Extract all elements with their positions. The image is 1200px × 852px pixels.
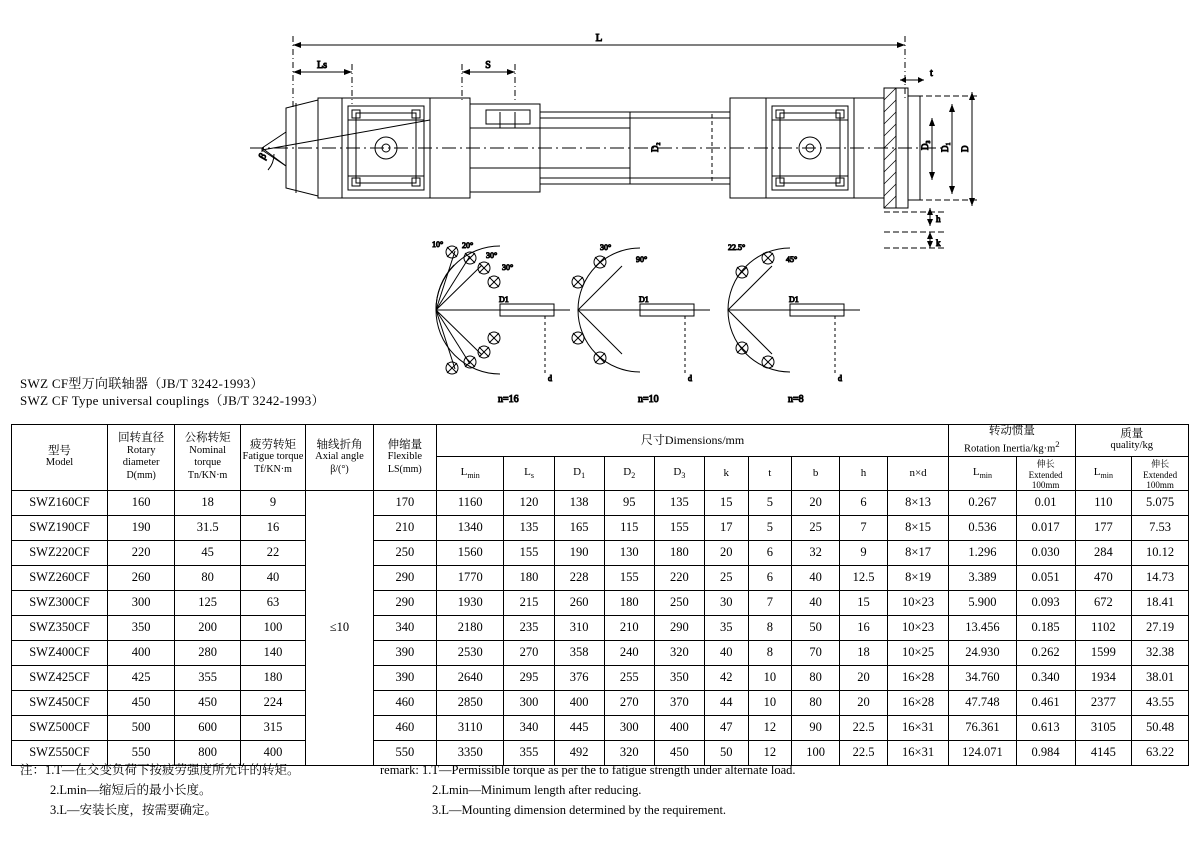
cell-nxd: 16×31 — [888, 715, 949, 740]
cell-inertia-min: 0.536 — [949, 515, 1017, 540]
cell-d: 450 — [107, 690, 175, 715]
table-row — [12, 640, 1189, 665]
svg-text:30°: 30° — [502, 263, 514, 272]
product-title-cn: SWZ CF型万向联轴器（JB/T 3242-1993） — [20, 376, 264, 391]
cell-k: 42 — [704, 665, 748, 690]
cell-d3: 180 — [654, 540, 704, 565]
cell-inertia-ext: 0.01 — [1016, 490, 1075, 515]
cell-h: 9 — [840, 540, 888, 565]
col-header-quality: 质量 quality/kg — [1075, 425, 1188, 457]
cell-model: SWZ220CF — [12, 540, 108, 565]
cell-d2: 300 — [604, 715, 654, 740]
svg-text:n=8: n=8 — [788, 394, 804, 405]
technical-drawing — [0, 0, 1200, 415]
cell-ls: 135 — [504, 515, 554, 540]
svg-text:d: d — [838, 374, 842, 383]
col-header-nxd: n×d — [888, 456, 949, 490]
notes-en — [380, 760, 796, 820]
cell-lmin: 3110 — [436, 715, 504, 740]
cell-nxd: 16×31 — [888, 740, 949, 765]
cell-mass-min: 4145 — [1075, 740, 1132, 765]
cell-inertia-min: 24.930 — [949, 640, 1017, 665]
cell-lmin: 2850 — [436, 690, 504, 715]
cell-t: 5 — [748, 515, 792, 540]
spec-table-body — [12, 490, 1189, 765]
cell-ls: 355 — [504, 740, 554, 765]
cell-b: 20 — [792, 490, 840, 515]
cell-mass-ext: 5.075 — [1132, 490, 1189, 515]
cell-tf: 224 — [240, 690, 305, 715]
cell-mass-ext: 43.55 — [1132, 690, 1189, 715]
cell-tn: 450 — [175, 690, 240, 715]
cell-h: 15 — [840, 590, 888, 615]
cell-d3: 450 — [654, 740, 704, 765]
cell-nxd: 10×23 — [888, 615, 949, 640]
col-header-d1: $D_1$ — [554, 456, 604, 490]
svg-text:10°: 10° — [432, 240, 444, 249]
cell-d: 550 — [107, 740, 175, 765]
cell-d2: 255 — [604, 665, 654, 690]
cell-d2: 115 — [604, 515, 654, 540]
cell-d: 190 — [107, 515, 175, 540]
cell-tn: 125 — [175, 590, 240, 615]
cell-nxd: 10×25 — [888, 640, 949, 665]
cell-mass-ext: 50.48 — [1132, 715, 1189, 740]
cell-d: 300 — [107, 590, 175, 615]
cell-tn: 200 — [175, 615, 240, 640]
cell-mass-ext: 27.19 — [1132, 615, 1189, 640]
cell-tn: 18 — [175, 490, 240, 515]
col-header-rotary-diameter: 回转直径 Rotary diameter D(mm) — [107, 425, 175, 491]
svg-text:90°: 90° — [636, 255, 648, 264]
col-header-b: b — [792, 456, 840, 490]
cell-inertia-ext: 0.093 — [1016, 590, 1075, 615]
cell-b: 40 — [792, 590, 840, 615]
col-header-mass-extended: 伸长 Extended 100mm — [1132, 456, 1189, 490]
cell-tf: 40 — [240, 565, 305, 590]
cell-t: 6 — [748, 565, 792, 590]
cell-b: 80 — [792, 690, 840, 715]
cell-tf: 140 — [240, 640, 305, 665]
cell-b: 80 — [792, 665, 840, 690]
cell-d1: 260 — [554, 590, 604, 615]
cell-ls: 155 — [504, 540, 554, 565]
svg-text:β: β — [257, 151, 270, 162]
cell-h: 16 — [840, 615, 888, 640]
svg-text:45°: 45° — [786, 255, 798, 264]
cell-ls-flex: 460 — [373, 715, 436, 740]
cell-d: 260 — [107, 565, 175, 590]
cell-b: 32 — [792, 540, 840, 565]
cell-t: 10 — [748, 665, 792, 690]
cell-ls: 300 — [504, 690, 554, 715]
col-header-flexible: 伸缩量 Flexible LS(mm) — [373, 425, 436, 491]
cell-model: SWZ260CF — [12, 565, 108, 590]
svg-text:D1: D1 — [499, 295, 509, 304]
note-cn-3: 3.L—安装长度，按需要确定。 — [50, 803, 218, 817]
cell-mass-min: 672 — [1075, 590, 1132, 615]
cell-lmin: 3350 — [436, 740, 504, 765]
cell-mass-min: 3105 — [1075, 715, 1132, 740]
cell-inertia-min: 0.267 — [949, 490, 1017, 515]
cell-inertia-ext: 0.017 — [1016, 515, 1075, 540]
cell-tf: 63 — [240, 590, 305, 615]
cell-inertia-ext: 0.030 — [1016, 540, 1075, 565]
col-header-d3: $D_3$ — [654, 456, 704, 490]
cell-ls-flex: 250 — [373, 540, 436, 565]
cell-ls-flex: 170 — [373, 490, 436, 515]
cell-k: 25 — [704, 565, 748, 590]
table-row — [12, 590, 1189, 615]
cell-ls-flex: 290 — [373, 590, 436, 615]
cell-tn: 355 — [175, 665, 240, 690]
cell-ls-flex: 340 — [373, 615, 436, 640]
cell-lmin: 1930 — [436, 590, 504, 615]
cell-t: 5 — [748, 490, 792, 515]
svg-text:S: S — [485, 60, 491, 71]
col-header-fatigue-torque: 疲劳转矩 Fatigue torque Tf/KN·m — [240, 425, 305, 491]
cell-d2: 210 — [604, 615, 654, 640]
cell-mass-ext: 14.73 — [1132, 565, 1189, 590]
cell-model: SWZ550CF — [12, 740, 108, 765]
cell-k: 40 — [704, 640, 748, 665]
cell-model: SWZ350CF — [12, 615, 108, 640]
table-row — [12, 715, 1189, 740]
cell-lmin: 2180 — [436, 615, 504, 640]
cell-inertia-min: 5.900 — [949, 590, 1017, 615]
col-header-nominal-torque: 公称转矩 Nominal torque Tn/KN·m — [175, 425, 240, 491]
cell-mass-min: 2377 — [1075, 690, 1132, 715]
cell-model: SWZ500CF — [12, 715, 108, 740]
cell-nxd: 8×15 — [888, 515, 949, 540]
svg-text:L: L — [595, 32, 603, 44]
cell-mass-ext: 18.41 — [1132, 590, 1189, 615]
cell-k: 50 — [704, 740, 748, 765]
table-row — [12, 665, 1189, 690]
cell-lmin: 1770 — [436, 565, 504, 590]
cell-d2: 180 — [604, 590, 654, 615]
spec-table — [11, 424, 1189, 766]
cell-ls-flex: 390 — [373, 665, 436, 690]
cell-d3: 135 — [654, 490, 704, 515]
cell-tn: 45 — [175, 540, 240, 565]
cell-inertia-ext: 0.984 — [1016, 740, 1075, 765]
cell-t: 10 — [748, 690, 792, 715]
cell-nxd: 10×23 — [888, 590, 949, 615]
cell-tn: 80 — [175, 565, 240, 590]
cell-model: SWZ190CF — [12, 515, 108, 540]
cell-inertia-min: 13.456 — [949, 615, 1017, 640]
cell-h: 18 — [840, 640, 888, 665]
cell-mass-min: 110 — [1075, 490, 1132, 515]
cell-ls-flex: 390 — [373, 640, 436, 665]
cell-b: 70 — [792, 640, 840, 665]
svg-text:22.5°: 22.5° — [728, 243, 746, 252]
cell-tf: 9 — [240, 490, 305, 515]
cell-mass-ext: 7.53 — [1132, 515, 1189, 540]
table-row — [12, 540, 1189, 565]
cell-inertia-ext: 0.262 — [1016, 640, 1075, 665]
cell-mass-min: 177 — [1075, 515, 1132, 540]
cell-k: 30 — [704, 590, 748, 615]
svg-text:d: d — [548, 374, 552, 383]
cell-ls-flex: 290 — [373, 565, 436, 590]
col-header-dimensions: 尺寸Dimensions/mm — [436, 425, 948, 457]
cell-tf: 22 — [240, 540, 305, 565]
svg-text:D₃: D₃ — [920, 140, 930, 150]
cell-d: 425 — [107, 665, 175, 690]
cell-mass-ext: 38.01 — [1132, 665, 1189, 690]
cell-d3: 290 — [654, 615, 704, 640]
note-en-2: 2.Lmin—Minimum length after reducing. — [432, 783, 642, 797]
cell-tf: 16 — [240, 515, 305, 540]
cell-axial-angle: ≤10 — [306, 490, 374, 765]
cell-d2: 95 — [604, 490, 654, 515]
cell-d2: 155 — [604, 565, 654, 590]
cell-d1: 228 — [554, 565, 604, 590]
svg-text:D₂: D₂ — [650, 142, 660, 152]
cell-tn: 800 — [175, 740, 240, 765]
cell-nxd: 8×19 — [888, 565, 949, 590]
col-header-h: h — [840, 456, 888, 490]
cell-b: 25 — [792, 515, 840, 540]
cell-d3: 220 — [654, 565, 704, 590]
cell-inertia-min: 124.071 — [949, 740, 1017, 765]
cell-k: 17 — [704, 515, 748, 540]
cell-b: 90 — [792, 715, 840, 740]
cell-inertia-ext: 0.340 — [1016, 665, 1075, 690]
note-en-1: remark: 1.T—Permissible torque as per the to fatigue strength under alternate load. — [380, 763, 796, 777]
cell-d2: 270 — [604, 690, 654, 715]
cell-tf: 180 — [240, 665, 305, 690]
cell-d: 400 — [107, 640, 175, 665]
col-header-inertia-lmin: $L_{min}$ — [949, 456, 1017, 490]
cell-k: 20 — [704, 540, 748, 565]
cell-d3: 350 — [654, 665, 704, 690]
svg-text:30°: 30° — [486, 251, 498, 260]
cell-d3: 250 — [654, 590, 704, 615]
cell-d1: 400 — [554, 690, 604, 715]
cell-h: 20 — [840, 690, 888, 715]
cell-tf: 400 — [240, 740, 305, 765]
cell-nxd: 16×28 — [888, 665, 949, 690]
cell-ls: 180 — [504, 565, 554, 590]
cell-b: 100 — [792, 740, 840, 765]
col-header-model: 型号 Model — [12, 425, 108, 491]
cell-d1: 445 — [554, 715, 604, 740]
svg-text:D1: D1 — [639, 295, 649, 304]
col-header-d2: $D_2$ — [604, 456, 654, 490]
cell-t: 12 — [748, 740, 792, 765]
cell-t: 8 — [748, 615, 792, 640]
cell-h: 7 — [840, 515, 888, 540]
cell-tn: 280 — [175, 640, 240, 665]
table-row — [12, 490, 1189, 515]
cell-mass-min: 1599 — [1075, 640, 1132, 665]
cell-k: 47 — [704, 715, 748, 740]
cell-h: 20 — [840, 665, 888, 690]
cell-d: 350 — [107, 615, 175, 640]
cell-h: 22.5 — [840, 715, 888, 740]
cell-nxd: 8×13 — [888, 490, 949, 515]
cell-nxd: 16×28 — [888, 690, 949, 715]
note-en-3: 3.L—Mounting dimension determined by the requirement. — [432, 803, 727, 817]
cell-ls: 120 — [504, 490, 554, 515]
cell-model: SWZ450CF — [12, 690, 108, 715]
cell-k: 44 — [704, 690, 748, 715]
cell-k: 35 — [704, 615, 748, 640]
cell-d1: 358 — [554, 640, 604, 665]
cell-d3: 320 — [654, 640, 704, 665]
table-row — [12, 690, 1189, 715]
cell-model: SWZ300CF — [12, 590, 108, 615]
notes-cn — [20, 760, 300, 820]
svg-text:n=10: n=10 — [638, 394, 659, 405]
svg-text:t: t — [930, 68, 933, 79]
cell-d2: 130 — [604, 540, 654, 565]
cell-d1: 492 — [554, 740, 604, 765]
cell-d: 160 — [107, 490, 175, 515]
cell-t: 8 — [748, 640, 792, 665]
cell-inertia-min: 76.361 — [949, 715, 1017, 740]
cell-model: SWZ400CF — [12, 640, 108, 665]
col-header-ls: $L_s$ — [504, 456, 554, 490]
col-header-axial-angle: 轴线折角 Axial angle β/(°) — [306, 425, 374, 491]
cell-d1: 376 — [554, 665, 604, 690]
cell-d2: 240 — [604, 640, 654, 665]
cell-h: 12.5 — [840, 565, 888, 590]
cell-inertia-min: 1.296 — [949, 540, 1017, 565]
cell-inertia-min: 34.760 — [949, 665, 1017, 690]
cell-nxd: 8×17 — [888, 540, 949, 565]
cell-mass-min: 1934 — [1075, 665, 1132, 690]
svg-text:h: h — [936, 214, 941, 224]
note-cn-2: 2.Lmin—缩短后的最小长度。 — [50, 783, 212, 797]
cell-d1: 165 — [554, 515, 604, 540]
cell-mass-min: 1102 — [1075, 615, 1132, 640]
cell-lmin: 2640 — [436, 665, 504, 690]
cell-mass-ext: 10.12 — [1132, 540, 1189, 565]
cell-inertia-ext: 0.185 — [1016, 615, 1075, 640]
cell-d: 220 — [107, 540, 175, 565]
cell-t: 12 — [748, 715, 792, 740]
cell-mass-min: 284 — [1075, 540, 1132, 565]
cell-d3: 370 — [654, 690, 704, 715]
cell-h: 6 — [840, 490, 888, 515]
cell-d3: 155 — [654, 515, 704, 540]
svg-text:k: k — [936, 238, 941, 248]
cell-inertia-min: 3.389 — [949, 565, 1017, 590]
table-row — [12, 615, 1189, 640]
cell-ls: 340 — [504, 715, 554, 740]
cell-lmin: 1160 — [436, 490, 504, 515]
cell-inertia-min: 47.748 — [949, 690, 1017, 715]
svg-text:n=16: n=16 — [498, 394, 519, 405]
cell-ls: 235 — [504, 615, 554, 640]
svg-text:D: D — [960, 145, 970, 152]
cell-d1: 310 — [554, 615, 604, 640]
cell-ls: 270 — [504, 640, 554, 665]
cell-tf: 315 — [240, 715, 305, 740]
cell-ls-flex: 210 — [373, 515, 436, 540]
col-header-t: t — [748, 456, 792, 490]
cell-d1: 138 — [554, 490, 604, 515]
product-title-en: SWZ CF Type universal couplings（JB/T 3242-1993） — [20, 393, 325, 408]
table-row — [12, 565, 1189, 590]
table-row — [12, 515, 1189, 540]
cell-lmin: 2530 — [436, 640, 504, 665]
note-cn-1: 注：1.T—在交变负荷下按疲劳强度所允许的转矩。 — [20, 763, 300, 777]
cell-mass-ext: 32.38 — [1132, 640, 1189, 665]
cell-tn: 600 — [175, 715, 240, 740]
cell-d2: 320 — [604, 740, 654, 765]
cell-ls: 295 — [504, 665, 554, 690]
svg-text:d: d — [688, 374, 692, 383]
svg-text:20°: 20° — [462, 241, 474, 250]
svg-text:D₁: D₁ — [940, 142, 950, 152]
cell-b: 40 — [792, 565, 840, 590]
cell-d: 500 — [107, 715, 175, 740]
cell-inertia-ext: 0.051 — [1016, 565, 1075, 590]
cell-inertia-ext: 0.461 — [1016, 690, 1075, 715]
cell-d3: 400 — [654, 715, 704, 740]
cell-t: 6 — [748, 540, 792, 565]
cell-tn: 31.5 — [175, 515, 240, 540]
cell-inertia-ext: 0.613 — [1016, 715, 1075, 740]
col-header-mass-lmin: $L_{min}$ — [1075, 456, 1132, 490]
col-header-k: k — [704, 456, 748, 490]
col-header-lmin: $L_{min}$ — [436, 456, 504, 490]
svg-text:30°: 30° — [600, 243, 612, 252]
cell-lmin: 1340 — [436, 515, 504, 540]
svg-text:D1: D1 — [789, 295, 799, 304]
cell-mass-min: 470 — [1075, 565, 1132, 590]
cell-model: SWZ160CF — [12, 490, 108, 515]
svg-text:Ls: Ls — [317, 60, 327, 71]
product-title — [20, 375, 325, 409]
col-header-inertia: 转动惯量 Rotation Inertia/$kg\cdot m^2$ — [949, 425, 1075, 457]
cell-b: 50 — [792, 615, 840, 640]
cell-mass-ext: 63.22 — [1132, 740, 1189, 765]
cell-model: SWZ425CF — [12, 665, 108, 690]
cell-ls-flex: 460 — [373, 690, 436, 715]
cell-lmin: 1560 — [436, 540, 504, 565]
spec-table-wrap — [11, 424, 1189, 766]
cell-ls: 215 — [504, 590, 554, 615]
col-header-inertia-extended: 伸长 Extended 100mm — [1016, 456, 1075, 490]
cell-tf: 100 — [240, 615, 305, 640]
cell-k: 15 — [704, 490, 748, 515]
cell-ls-flex: 550 — [373, 740, 436, 765]
cell-h: 22.5 — [840, 740, 888, 765]
cell-t: 7 — [748, 590, 792, 615]
cell-d1: 190 — [554, 540, 604, 565]
